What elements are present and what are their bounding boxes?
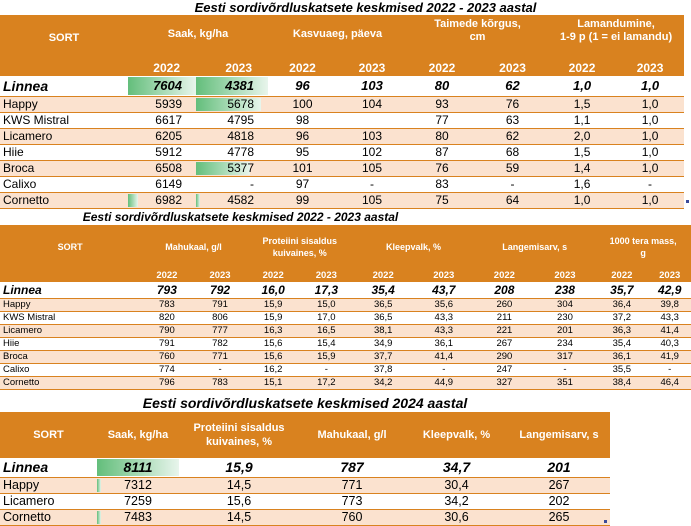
table1-cell: 103: [337, 128, 407, 144]
table1-row: [0, 192, 684, 208]
table1-cell: 76: [477, 96, 548, 112]
table1-cell: 77: [407, 112, 477, 128]
table2-cell: 15,1: [247, 376, 300, 389]
table2-row: [0, 376, 691, 389]
table3-cell: 30,6: [405, 509, 508, 525]
table3-cell: 15,6: [179, 493, 299, 509]
table1-cell: 1,1: [548, 112, 616, 128]
variety-name: Broca: [0, 160, 128, 176]
table2-cell: 792: [193, 282, 246, 298]
table1-cell: 97: [268, 176, 337, 192]
table1-cell: [337, 112, 407, 128]
table2-row: [0, 282, 691, 298]
table2-cell: 777: [193, 324, 246, 337]
table2-row: [0, 337, 691, 350]
table2-cell: 234: [535, 337, 596, 350]
table2-row: [0, 298, 691, 311]
table2-header-row: [0, 225, 691, 268]
table2-cell: 42,9: [648, 282, 691, 298]
table1-cell: 4818: [196, 128, 268, 144]
table1-cell: 62: [477, 128, 548, 144]
table2-cell: 16,0: [247, 282, 300, 298]
table1-row: [0, 76, 684, 96]
table1-cell: 5939: [128, 96, 196, 112]
table1-cell: 6205: [128, 128, 196, 144]
data-bar: [97, 479, 101, 492]
table1-cell: 59: [477, 160, 548, 176]
table2-cell: 37,7: [353, 350, 414, 363]
variety-name: Broca: [0, 350, 140, 363]
table2-cell: 351: [535, 376, 596, 389]
col-header-proteiin: Proteiini sisaldus kuivaines, %: [193, 422, 285, 448]
table2-cell: 35,6: [413, 298, 474, 311]
variety-name: Happy: [0, 96, 128, 112]
table1-cell: 75: [407, 192, 477, 208]
table3-corner-mark: [604, 520, 607, 523]
table2-row: [0, 311, 691, 324]
table1-cell: 4582: [196, 192, 268, 208]
table2-cell: 35,7: [595, 282, 648, 298]
table1-header-row: [0, 15, 684, 60]
table2: [0, 225, 691, 390]
table2-title: Eesti sordivõrdluskatsete keskmised 2022 - 2023 aastal: [82, 210, 399, 224]
table3-cell: 34,2: [405, 493, 508, 509]
table1-row: [0, 160, 684, 176]
table3-row: [0, 458, 610, 477]
col-header-kleepvalk: Kleepvalk, %: [385, 241, 441, 252]
col-header-langemisarv: Langemisarv, s: [502, 241, 568, 252]
table1-cell: 76: [407, 160, 477, 176]
table3-cell: 30,4: [405, 477, 508, 493]
table2-cell: 38,1: [353, 324, 414, 337]
table2-row: [0, 363, 691, 376]
table2-cell: 791: [193, 298, 246, 311]
table2-cell: 783: [140, 298, 193, 311]
table1-cell: 7604: [128, 76, 196, 96]
table2-cell: 16,2: [247, 363, 300, 376]
table2-row: [0, 324, 691, 337]
table3-cell: 7483: [97, 509, 179, 525]
table2-cell: 260: [474, 298, 535, 311]
table2-cell: 43,3: [413, 324, 474, 337]
table2-cell: 208: [474, 282, 535, 298]
table1-year-row: 2022 2023 2022 2023 2022 2023 2022 2023: [0, 60, 684, 76]
table1-cell: 6508: [128, 160, 196, 176]
variety-name: Linnea: [0, 76, 128, 96]
table2-cell: -: [300, 363, 353, 376]
table2-cell: 17,0: [300, 311, 353, 324]
variety-name: Linnea: [0, 458, 97, 477]
table2-cell: 40,3: [648, 337, 691, 350]
table1-corner-mark: [686, 200, 689, 203]
table2-cell: 17,2: [300, 376, 353, 389]
table2-cell: 790: [140, 324, 193, 337]
table3-row: [0, 477, 610, 493]
table2-cell: 41,4: [413, 350, 474, 363]
table2-cell: 36,1: [595, 350, 648, 363]
table2-cell: 35,5: [595, 363, 648, 376]
table1-cell: 1,4: [548, 160, 616, 176]
variety-name: KWS Mistral: [0, 311, 140, 324]
variety-name: Hiie: [0, 144, 128, 160]
table1-cell: 62: [477, 76, 548, 96]
table2-cell: 247: [474, 363, 535, 376]
data-bar: [128, 194, 138, 207]
table1-cell: 1,6: [548, 176, 616, 192]
table2-cell: 44,9: [413, 376, 474, 389]
table2-cell: 290: [474, 350, 535, 363]
table2-cell: 16,5: [300, 324, 353, 337]
table2-cell: 783: [193, 376, 246, 389]
table2-cell: 36,5: [353, 298, 414, 311]
table1-cell: 1,0: [616, 160, 684, 176]
table1-cell: 4795: [196, 112, 268, 128]
table1-cell: 5377: [196, 160, 268, 176]
table3-title: Eesti sordivõrdluskatsete keskmised 2024 aastal: [142, 395, 468, 411]
table2-cell: 37,8: [353, 363, 414, 376]
table2-row: [0, 350, 691, 363]
table2-cell: 796: [140, 376, 193, 389]
table2-cell: 37,2: [595, 311, 648, 324]
table1-cell: 99: [268, 192, 337, 208]
table3-cell: 265: [508, 509, 610, 525]
table1-cell: 103: [337, 76, 407, 96]
variety-name: Calixo: [0, 363, 140, 376]
variety-name: Hiie: [0, 337, 140, 350]
table1-cell: 83: [407, 176, 477, 192]
table2-cell: 35,4: [595, 337, 648, 350]
table1-cell: -: [477, 176, 548, 192]
table2-cell: 15,9: [247, 298, 300, 311]
table3-cell: 14,5: [179, 477, 299, 493]
table2-cell: 201: [535, 324, 596, 337]
table2-cell: 760: [140, 350, 193, 363]
table2-cell: 46,4: [648, 376, 691, 389]
table2-cell: 39,8: [648, 298, 691, 311]
table1-cell: 1,0: [616, 128, 684, 144]
table2-cell: 35,4: [353, 282, 414, 298]
table2-cell: -: [648, 363, 691, 376]
table2-cell: 211: [474, 311, 535, 324]
table1-cell: -: [337, 176, 407, 192]
table1-cell: 1,5: [548, 144, 616, 160]
table2-cell: 791: [140, 337, 193, 350]
table1-row: [0, 176, 684, 192]
table3-cell: 15,9: [179, 458, 299, 477]
table1-cell: 96: [268, 76, 337, 96]
table2-cell: 38,4: [595, 376, 648, 389]
data-bar: [97, 511, 101, 524]
table2-cell: 36,3: [595, 324, 648, 337]
table1-cell: 6982: [128, 192, 196, 208]
table1-cell: 6617: [128, 112, 196, 128]
table2-year-row: 2022 2023 2022 2023 2022 2023 2022 2023 2022 2023: [0, 268, 691, 282]
table3-cell: 8111: [97, 458, 179, 477]
table2-cell: 34,9: [353, 337, 414, 350]
table2-cell: 36,5: [353, 311, 414, 324]
variety-name: Cornetto: [0, 192, 128, 208]
table2-cell: 16,3: [247, 324, 300, 337]
table3-cell: 267: [508, 477, 610, 493]
table2-cell: 15,4: [300, 337, 353, 350]
variety-name: Cornetto: [0, 376, 140, 389]
col-header-proteiin: Proteiini sisaldus kuivaines, %: [262, 235, 338, 258]
col-header-korgus: Taimede kõrgus, cm: [434, 18, 521, 43]
table2-cell: 43,7: [413, 282, 474, 298]
table3-cell: 7259: [97, 493, 179, 509]
table2-cell: 41,9: [648, 350, 691, 363]
table1: [0, 15, 684, 209]
table1-cell: 68: [477, 144, 548, 160]
table2-cell: 327: [474, 376, 535, 389]
table2-cell: 230: [535, 311, 596, 324]
col-header-tera-mass: 1000 tera mass, g: [609, 235, 677, 258]
table1-cell: 1,0: [548, 192, 616, 208]
variety-name: Licamero: [0, 324, 140, 337]
variety-name: Linnea: [0, 282, 140, 298]
table3-cell: 771: [299, 477, 405, 493]
table2-cell: 304: [535, 298, 596, 311]
table1-cell: 63: [477, 112, 548, 128]
table1-cell: 64: [477, 192, 548, 208]
table1-cell: 93: [407, 96, 477, 112]
col-header-saak: Saak, kg/ha: [167, 28, 229, 40]
table2-cell: 793: [140, 282, 193, 298]
col-header-sort: SORT: [33, 429, 64, 441]
table2-cell: 317: [535, 350, 596, 363]
table1-cell: 5912: [128, 144, 196, 160]
table2-cell: 15,0: [300, 298, 353, 311]
col-header-sort: SORT: [57, 241, 83, 252]
table1-cell: -: [616, 176, 684, 192]
table1-cell: 80: [407, 128, 477, 144]
variety-name: Cornetto: [0, 509, 97, 525]
variety-name: Licamero: [0, 493, 97, 509]
table3-row: [0, 509, 610, 525]
table1-cell: 1,0: [616, 96, 684, 112]
table2-cell: 17,3: [300, 282, 353, 298]
table2-cell: 41,4: [648, 324, 691, 337]
col-header-mahukaal: Mahukaal, g/l: [317, 429, 387, 441]
table3-cell: 760: [299, 509, 405, 525]
table3-cell: 201: [508, 458, 610, 477]
table2-cell: -: [193, 363, 246, 376]
variety-name: Happy: [0, 477, 97, 493]
table1-row: [0, 128, 684, 144]
col-header-mahukaal: Mahukaal, g/l: [165, 241, 222, 252]
table1-cell: 5678: [196, 96, 268, 112]
table2-cell: 36,1: [413, 337, 474, 350]
table1-cell: 104: [337, 96, 407, 112]
table3-cell: 787: [299, 458, 405, 477]
variety-name: KWS Mistral: [0, 112, 128, 128]
table1-cell: 98: [268, 112, 337, 128]
table1-cell: 1,0: [616, 76, 684, 96]
table2-cell: 806: [193, 311, 246, 324]
table3-cell: 202: [508, 493, 610, 509]
table2-cell: 820: [140, 311, 193, 324]
table1-title: Eesti sordivõrdluskatsete keskmised 2022 - 2023 aastal: [194, 0, 537, 15]
table1-cell: 102: [337, 144, 407, 160]
table2-cell: 43,3: [648, 311, 691, 324]
table2-cell: -: [413, 363, 474, 376]
table3: [0, 412, 610, 526]
variety-name: Calixo: [0, 176, 128, 192]
table2-cell: -: [535, 363, 596, 376]
table3-cell: 14,5: [179, 509, 299, 525]
table2-cell: 15,6: [247, 350, 300, 363]
table1-cell: 1,5: [548, 96, 616, 112]
table2-cell: 782: [193, 337, 246, 350]
table1-cell: 105: [337, 160, 407, 176]
table1-row: [0, 112, 684, 128]
variety-name: Licamero: [0, 128, 128, 144]
table3-row: [0, 493, 610, 509]
table1-cell: 6149: [128, 176, 196, 192]
col-header-sort: SORT: [48, 31, 80, 44]
table1-cell: 100: [268, 96, 337, 112]
table3-cell: 773: [299, 493, 405, 509]
data-bar: [196, 194, 200, 207]
table1-row: [0, 96, 684, 112]
table3-header-row: [0, 412, 610, 458]
table1-cell: -: [196, 176, 268, 192]
table2-cell: 15,6: [247, 337, 300, 350]
table1-cell: 80: [407, 76, 477, 96]
table1-cell: 101: [268, 160, 337, 176]
col-header-lamandumine: Lamandumine, 1-9 p (1 = ei lamandu): [559, 18, 673, 43]
table2-cell: 238: [535, 282, 596, 298]
table1-cell: 1,0: [616, 192, 684, 208]
table1-cell: 96: [268, 128, 337, 144]
col-header-langemisarv: Langemisarv, s: [519, 429, 599, 441]
table1-row: [0, 144, 684, 160]
table2-cell: 36,4: [595, 298, 648, 311]
table1-cell: 105: [337, 192, 407, 208]
table2-cell: 34,2: [353, 376, 414, 389]
table1-cell: 1,0: [616, 144, 684, 160]
table2-cell: 221: [474, 324, 535, 337]
table1-cell: 1,0: [616, 112, 684, 128]
table3-cell: 34,7: [405, 458, 508, 477]
table2-cell: 15,9: [300, 350, 353, 363]
table2-cell: 15,9: [247, 311, 300, 324]
table3-cell: 7312: [97, 477, 179, 493]
col-header-kasvuaeg: Kasvuaeg, päeva: [292, 28, 383, 40]
table2-cell: 774: [140, 363, 193, 376]
table2-cell: 771: [193, 350, 246, 363]
table2-cell: 43,3: [413, 311, 474, 324]
table1-cell: 4778: [196, 144, 268, 160]
table1-cell: 95: [268, 144, 337, 160]
variety-name: Happy: [0, 298, 140, 311]
table1-cell: 4381: [196, 76, 268, 96]
table1-cell: 87: [407, 144, 477, 160]
table1-cell: 2,0: [548, 128, 616, 144]
table1-cell: 1,0: [548, 76, 616, 96]
col-header-kleepvalk: Kleepvalk, %: [422, 429, 491, 441]
table2-cell: 267: [474, 337, 535, 350]
col-header-saak: Saak, kg/ha: [107, 429, 169, 441]
